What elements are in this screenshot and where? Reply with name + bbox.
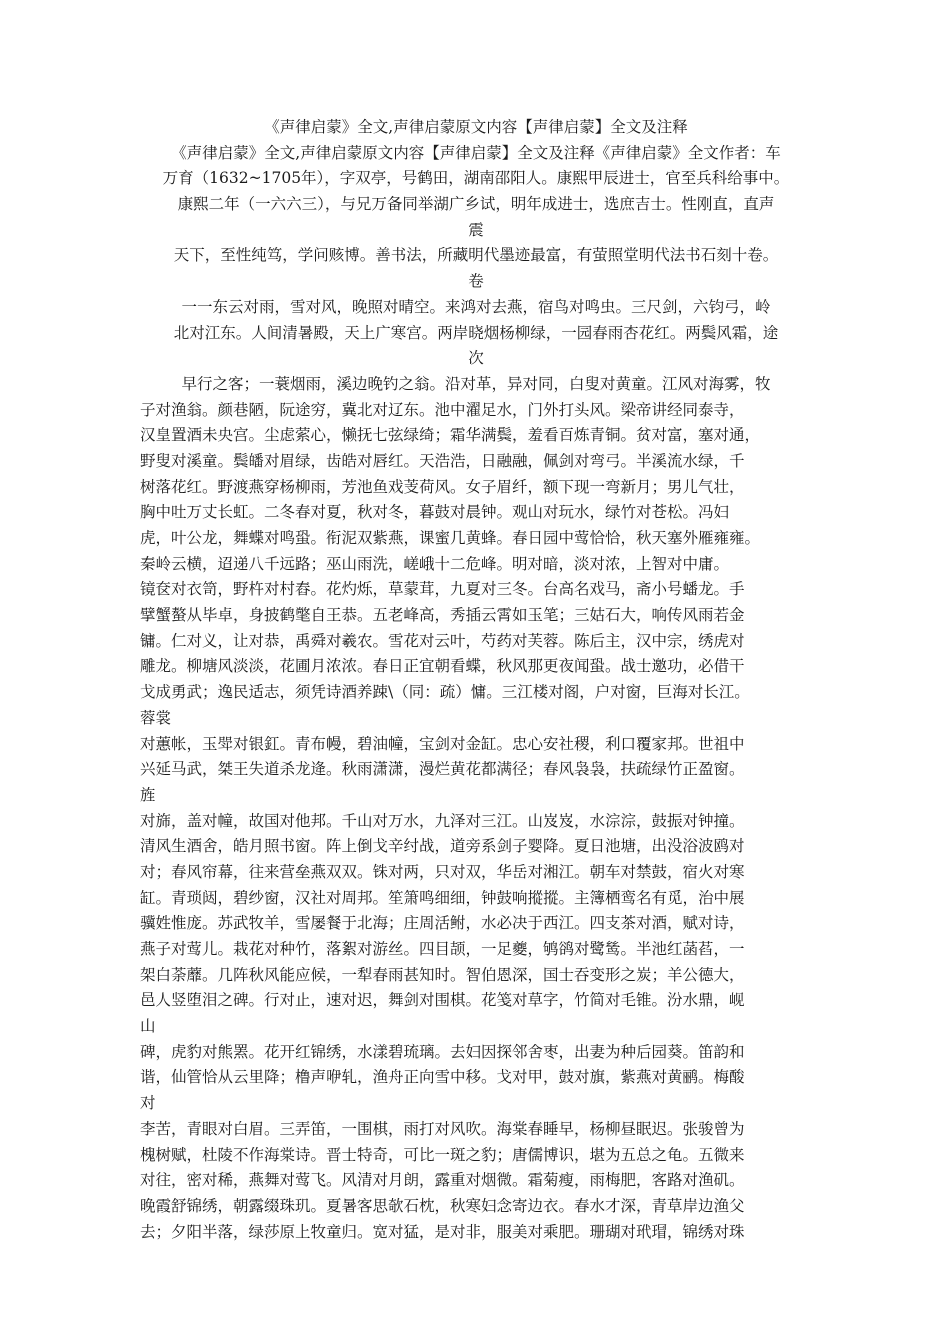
text-line: 擘蟹螯从毕卓，身披鹤氅自王恭。五老峰高，秀插云霄如玉笔；三姑石大，响传风雨若金 [140,606,745,625]
text-line: 树落花红。野渡燕穿杨柳雨，芳池鱼戏芰荷风。女子眉纤，额下现一弯新月；男儿气壮， [140,477,745,496]
text-line: 北对江东。人间清暑殿，天上广寒宫。两岸晓烟杨柳绿，一园春雨杏花红。两鬓风霜，途 [173,323,779,342]
text-line: 戈成勇武；逸民适志，须凭诗酒养踈\（同：疏）慵。三江楼对阁，户对窗，巨海对长江。 [140,683,750,702]
text-line: 对；春风帘幕，往来营垒燕双双。铢对两，只对双，华岳对湘江。朝车对禁鼓，宿火对寒 [140,862,745,881]
text-line: 镜奁对衣笥，野杵对村舂。花灼烁，草蒙茸，九夏对三冬。台高名戏马，斋小号蟠龙。手 [140,580,745,599]
text-line: 康熙二年（一六六三），与兄万备同举湖广乡试，明年成进士，选庶吉士。性刚直，直声 [177,195,775,214]
text-line: 晚霞舒锦绣，朝露缀珠玑。夏暑客思欹石枕，秋寒妇念寄边衣。春水才深，青草岸边渔父 [140,1196,745,1215]
text-line: 早行之客；一蓑烟雨，溪边晚钓之翁。沿对革，异对同，白叟对黄童。江风对海雾，牧 [181,374,771,393]
text-line: 卷 [468,272,484,291]
text-line: 汉皇置酒未央宫。尘虑萦心，懒抚七弦绿绮；霜华满鬓，羞看百炼青铜。贫对富，塞对通， [140,426,761,445]
document-title: 《声律启蒙》全文,声律启蒙原文内容【声律启蒙】全文及注释 [264,118,688,136]
text-line: 万育（1632~1705年），字双亭，号鹤田，湖南邵阳人。康熙甲辰进士，官至兵科给事中。 [162,169,790,188]
text-line: 虎，叶公龙，舞蝶对鸣蛩。衔泥双紫燕，课蜜几黄蜂。春日园中莺恰恰，秋天塞外雁雍雍。 [140,529,761,547]
text-line: 野叟对溪童。鬓皤对眉绿，齿皓对唇红。天浩浩，日融融，佩剑对弯弓。半溪流水绿，千 [140,451,745,470]
text-line: 骥姓惟庞。苏武牧羊，雪屡餐于北海；庄周活鲋，水必决于西江。四支茶对酒，赋对诗， [140,914,745,933]
text-line: 缸。青琐闼，碧纱窗，汉社对周邦。笙箫鸣细细，钟鼓响摐摐。主簿栖鸾名有觅，治中展 [140,888,745,907]
text-line: 子对渔翁。颜巷陋，阮途穷，冀北对辽东。池中濯足水，门外打头风。梁帝讲经同泰寺， [140,400,745,419]
text-line: 《声律启蒙》全文,声律启蒙原文内容【声律启蒙】全文及注释《声律启蒙》全文作者：车 [171,143,781,162]
text-line: 对旆，盖对幢，故国对他邦。千山对万水，九泽对三江。山岌岌，水淙淙，鼓振对钟撞。 [140,811,745,830]
text-line: 兴延马武，桀王失道杀龙逄。秋雨潇潇，漫烂黄花都满径；春风袅袅，扶疏绿竹正盈窗。 [140,760,745,779]
text-line: 对 [140,1094,156,1113]
text-line: 天下，至性纯笃，学问赅博。善书法，所藏明代墨迹最富，有萤照堂明代法书石刻十卷。 [173,246,779,265]
text-line: 谐，仙管恰从云里降；橹声咿轧，渔舟正向雪中移。戈对甲，鼓对旗，紫燕对黄鹂。梅酸 [140,1068,745,1087]
text-line: 雕龙。柳塘风淡淡，花圃月浓浓。春日正宜朝看蝶，秋风那更夜闻蛩。战士邀功，必借干 [140,657,745,676]
text-line: 对蕙帐，玉斝对银釭。青布幔，碧油幢，宝剑对金缸。忠心安社稷，利口覆家邦。世祖中 [140,734,745,753]
text-line: 山 [140,1017,156,1036]
text-line: 燕子对莺儿。栽花对种竹，落絮对游丝。四目颉，一足夔，鸲鹆对鹭鸶。半池红菡萏，一 [140,940,745,958]
text-line: 对往，密对稀，燕舞对莺飞。风清对月朗，露重对烟微。霜菊瘦，雨梅肥，客路对渔矶。 [140,1171,745,1190]
text-line: 槐树赋，杜陵不作海棠诗。晋士特奇，可比一斑之豹；唐儒博识，堪为五总之龟。五微来 [140,1145,745,1164]
text-line: 震 [468,220,484,239]
text-line: 碑，虎豹对熊罴。花开红锦绣，水漾碧琉璃。去妇因探邻舍枣，出妻为种后园葵。笛韵和 [140,1042,745,1061]
text-line: 胸中吐万丈长虹。二冬春对夏，秋对冬，暮鼓对晨钟。观山对玩水，绿竹对苍松。冯妇 [140,503,730,522]
text-line: 李苦，青眼对白眉。三弄笛，一围棋，雨打对风吹。海棠春睡早，杨柳昼眠迟。张骏曾为 [140,1119,745,1138]
document-body [140,115,812,1245]
text-line: 邑人竖堕泪之碑。行对止，速对迟，舞剑对围棋。花笺对草字，竹简对毛锥。汾水鼎，岘 [140,991,745,1010]
text-line: 秦岭云横，迢递八千远路；巫山雨洗，嵯峨十二危峰。明对暗，淡对浓，上智对中庸。 [140,554,730,573]
text-line: 一一东云对雨，雪对风，晚照对晴空。来鸿对去燕，宿鸟对鸣虫。三尺剑，六钧弓，岭 [181,297,771,316]
text-line: 清风生酒舍，皓月照书窗。阵上倒戈辛纣战，道旁系剑子婴降。夏日池塘，出没浴波鸥对 [140,837,745,856]
text-line: 蓉裳 [140,708,172,727]
text-line: 旌 [140,785,156,804]
text-line: 去；夕阳半落，绿莎原上牧童归。宽对猛，是对非，服美对乘肥。珊瑚对玳瑁，锦绣对珠 [140,1222,745,1241]
text-line: 架白荼蘼。几阵秋风能应候，一犁春雨甚知时。智伯恩深，国士吞变形之炭；羊公德大， [140,965,745,984]
text-line: 镛。仁对义，让对恭，禹舜对羲农。雪花对云叶，芍药对芙蓉。陈后主，汉中宗，绣虎对 [140,631,745,650]
text-line: 次 [468,349,484,368]
